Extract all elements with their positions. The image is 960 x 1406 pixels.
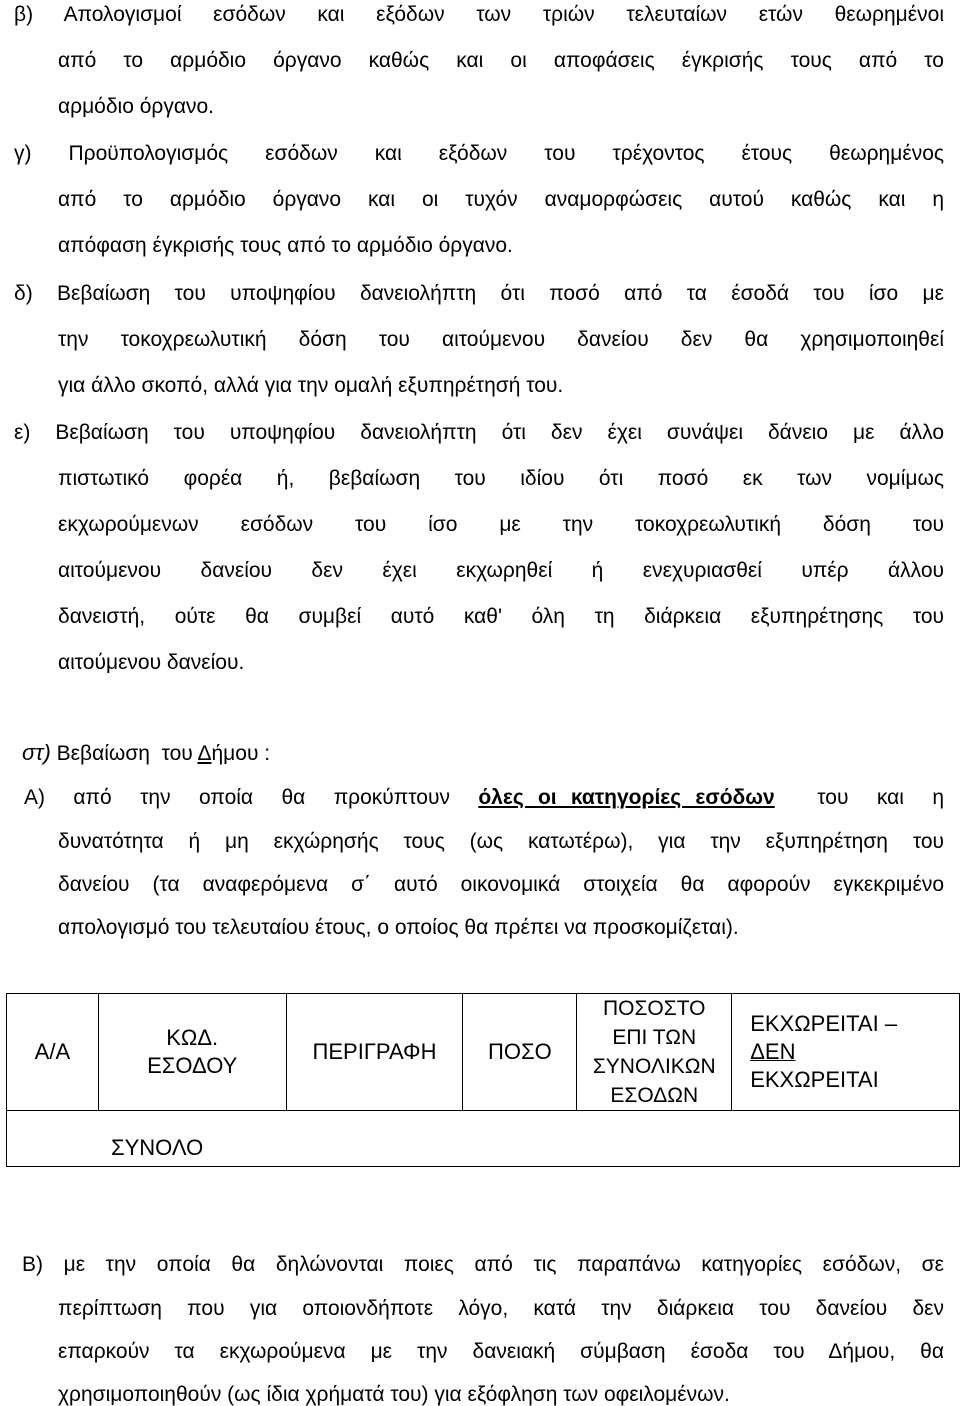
- header-perigrafi: ΠΕΡΙΓΡΑΦΗ: [286, 994, 463, 1111]
- item-beta: [14, 3, 944, 118]
- item-B-line: Β) με την οποία θα δηλώνονται ποιες από τις παραπάνω κατηγορίες εσόδων, σε: [22, 1253, 944, 1276]
- table-header-row: [7, 994, 960, 1111]
- item-epsilon: [14, 421, 944, 674]
- item-A-emphasis: όλες οι κατηγορίες εσόδων: [478, 786, 775, 809]
- item-A-line-first: [24, 786, 944, 810]
- item-epsilon-line: ε) Βεβαίωση του υποψηφίου δανειολήπτη ότι δεν έχει συνάψει δάνειο με άλλο: [14, 421, 944, 444]
- item-epsilon-line: αιτούμενου δανείου δεν έχει εκχωρηθεί ή ενεχυριασθεί υπέρ άλλου: [58, 559, 944, 582]
- item-epsilon-line: αιτούμενου δανείου.: [58, 651, 245, 674]
- item-gamma-line: γ) Προϋπολογισμός εσόδων και εξόδων του τρέχοντος έτους θεωρημένος: [14, 142, 944, 165]
- header-aa: Α/Α: [7, 994, 99, 1111]
- item-gamma-line: απόφαση έγκρισής τους από το αρμόδιο όργανο.: [58, 234, 513, 257]
- st-text-before: Βεβαίωση του: [50, 742, 198, 765]
- item-beta-line: β) Απολογισμοί εσόδων και εξόδων των τριών τελευταίων ετών θεωρημένοι: [14, 3, 944, 26]
- item-gamma-line: από το αρμόδιο όργανο και οι τυχόν αναμορφώσεις αυτού καθώς και η: [58, 188, 944, 211]
- item-A-tail: του και η: [774, 786, 944, 809]
- item-beta-line: αρμόδιο όργανο.: [58, 95, 215, 118]
- item-delta: [14, 282, 944, 397]
- total-label: ΣΥΝΟΛΟ: [7, 1111, 960, 1167]
- header-poso: ΠΟΣΟ: [463, 994, 577, 1111]
- item-delta-line: δ) Βεβαίωση του υποψηφίου δανειολήπτη ότι ποσό από τα έσοδά του ίσο με: [14, 282, 944, 305]
- st-text-after: ήμου :: [211, 742, 271, 765]
- item-gamma: [14, 142, 944, 257]
- item-epsilon-line: πιστωτικό φορέα ή, βεβαίωση του ιδίου ότι ποσό εκ των νομίμως: [58, 467, 944, 490]
- item-delta-line: την τοκοχρεωλυτική δόση του αιτούμενου δανείου δεν θα χρησιμοποιηθεί: [58, 328, 944, 351]
- item-A-line: δυνατότητα ή μη εκχώρησής τους (ως κατωτέρω), για την εξυπηρέτηση του: [58, 830, 944, 853]
- st-marker: στ): [22, 740, 51, 765]
- header-kod-esodou: ΚΩΔ. ΕΣΟΔΟΥ: [98, 994, 286, 1111]
- item-A-line: δανείου (τα αναφερόμενα σ΄ αυτό οικονομικά στοιχεία θα αφορούν εγκεκριμένο: [58, 873, 944, 896]
- header-pososto: ΠΟΣΟΣΤΟ ΕΠΙ ΤΩΝ ΣΥΝΟΛΙΚΩΝ ΕΣΟΔΩΝ: [577, 994, 732, 1111]
- st-heading: [22, 741, 270, 766]
- item-delta-line: για άλλο σκοπό, αλλά για την ομαλή εξυπηρέτησή του.: [58, 374, 564, 397]
- header-ekchoreitai: ΕΚΧΩΡΕΙΤΑΙ – ΔΕΝ ΕΚΧΩΡΕΙΤΑΙ: [732, 994, 960, 1111]
- item-A-line: απολογισμό του τελευταίου έτους, ο οποίος θα πρέπει να προσκομίζεται).: [58, 916, 739, 939]
- item-A: [14, 786, 944, 939]
- item-epsilon-line: εκχωρούμενων εσόδων του ίσο με την τοκοχρεωλυτική δόση του: [58, 513, 944, 536]
- st-underlined: Δ: [197, 742, 212, 765]
- item-B: [14, 1253, 944, 1406]
- item-beta-line: από το αρμόδιο όργανο καθώς και οι αποφάσεις έγκρισής τους από το: [58, 49, 944, 72]
- item-B-line: επαρκούν τα εκχωρούμενα με την δανειακή σύμβαση έσοδα του Δήμου, θα: [58, 1340, 944, 1363]
- item-B-line: χρησιμοποιηθούν (ως ίδια χρήματά του) για εξόφληση των οφειλομένων.: [58, 1383, 730, 1406]
- item-A-lead: Α) από την οποία θα προκύπτουν: [24, 786, 479, 809]
- table-total-row: [7, 1111, 960, 1167]
- revenue-table: [6, 993, 960, 1167]
- item-epsilon-line: δανειστή, ούτε θα συμβεί αυτό καθ' όλη τη διάρκεια εξυπηρέτησης του: [58, 605, 944, 628]
- item-B-line: περίπτωση που για οποιονδήποτε λόγο, κατά την διάρκεια του δανείου δεν: [58, 1297, 944, 1320]
